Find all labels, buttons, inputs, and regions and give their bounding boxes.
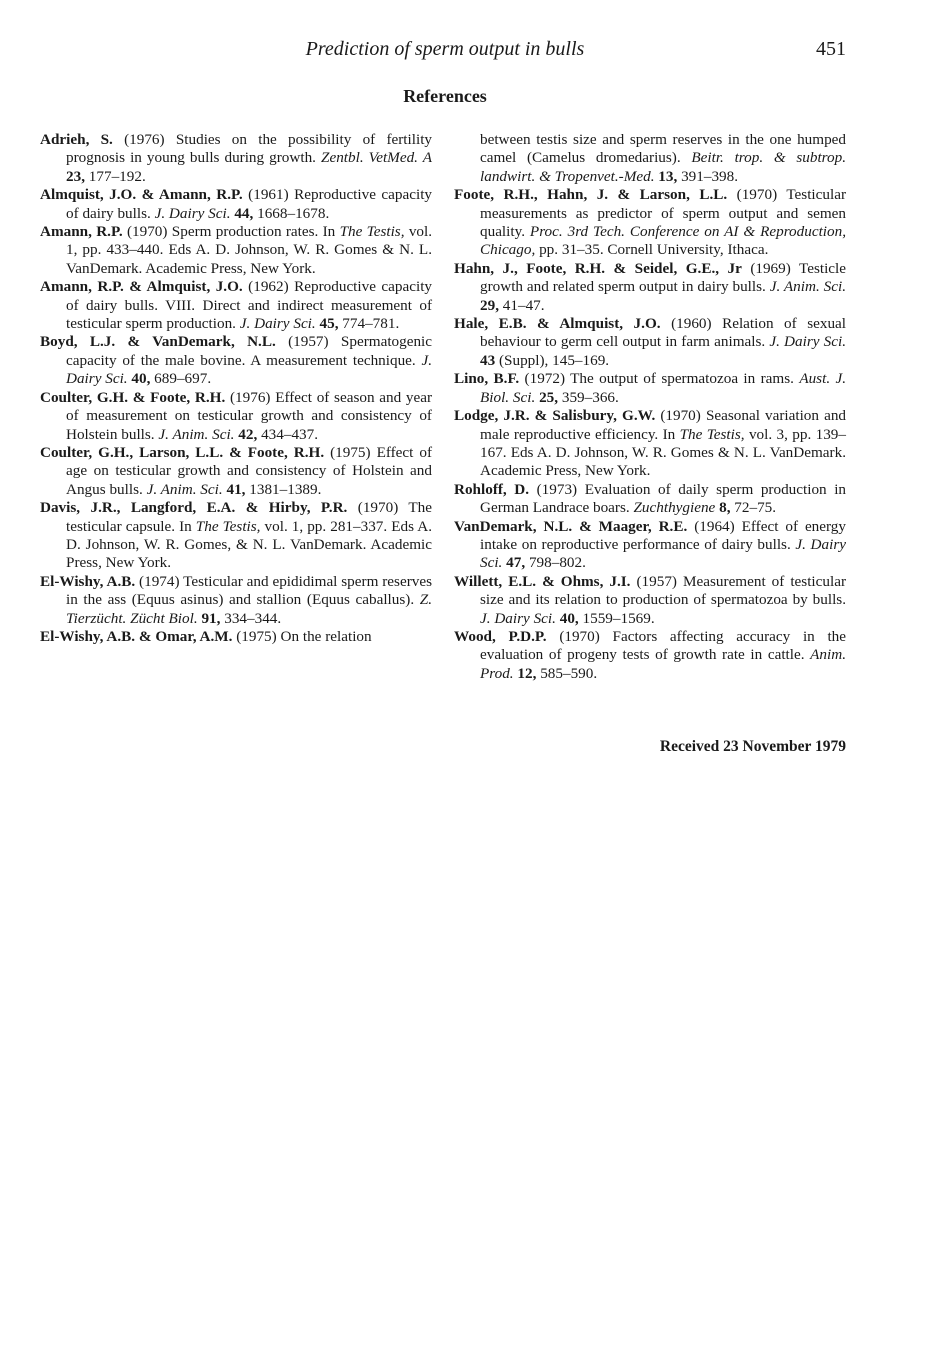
ref-authors: Boyd, L.J. & VanDemark, N.L. [40,333,276,351]
reference-entry [40,499,432,573]
reference-entry [454,628,846,683]
ref-journal: Zentbl. VetMed. A [321,149,432,167]
right-column [454,131,846,683]
reference-entry [40,628,432,646]
page-number: 451 [816,38,846,60]
ref-year: (1962) [248,278,289,296]
reference-entry [40,278,432,333]
ref-authors: Amann, R.P. [40,223,123,241]
ref-year: (1961) [248,186,289,204]
ref-volume: 13, [658,167,678,185]
reference-entry [40,223,432,278]
ref-year: (1957) [288,333,329,351]
ref-authors: Lodge, J.R. & Salisbury, G.W. [454,407,656,425]
ref-text: Seasonal variation and male reproductive efficiency. In [480,407,847,443]
ref-journal: Aust. J. Biol. Sci. [480,370,847,406]
ref-journal: The Testis, [339,223,405,241]
ref-journal: Proc. 3rd Tech. Conference on AI & Reproduction, Chicago, [480,223,846,259]
ref-pages: 798–802. [528,554,586,572]
reference-entry [40,131,432,186]
reference-entry [454,315,846,370]
reference-entry [40,389,432,444]
ref-text: On the relation [280,627,372,645]
ref-volume: 91, [201,609,221,627]
ref-authors: Hale, E.B. & Almquist, J.O. [454,315,661,333]
ref-text: between testis size and sperm reserves in the one humped camel (Camelus dromedarius). [480,131,846,167]
ref-pages: 391–398. [681,167,739,185]
ref-pages: 689–697. [154,370,212,388]
ref-pages: pp. 31–35. Cornell University, Ithaca. [539,241,769,259]
reference-continuation [454,131,846,186]
ref-volume: 8, [719,499,731,517]
ref-text: Reproductive capacity of dairy bulls. VIII. Direct and indirect measurement of testicular sperm production. [66,278,433,333]
ref-volume: 40, [131,370,151,388]
ref-year: (1975) [330,443,371,461]
ref-authors: Rohloff, D. [454,480,530,498]
ref-pages: 334–344. [224,609,282,627]
reference-entry [40,444,432,499]
ref-text: Testicular measurements as predictor of sperm output and semen quality. [480,186,847,241]
ref-volume: 47, [506,554,526,572]
received-date: Received 23 November 1979 [659,738,846,755]
reference-entry [454,573,846,628]
ref-journal: J. Dairy Sci. [66,351,432,388]
reference-entry [40,573,432,628]
ref-text: Testicular and epididimal sperm reserves in the ass (Equus asinus) and stallion (Equus caballus). [66,572,432,609]
left-column [40,131,432,646]
ref-authors: El-Wishy, A.B. & Omar, A.M. [40,627,233,645]
running-title: Prediction of sperm output in bulls [305,38,585,60]
ref-pages: 359–366. [561,388,619,406]
reference-entry [454,260,846,315]
ref-journal: J. Dairy Sci. [239,315,316,333]
reference-entry [454,186,846,260]
ref-pages: (Suppl), 145–169. [498,351,610,369]
ref-journal: J. Anim. Sci. [146,480,223,498]
ref-authors: Amann, R.P. & Almquist, J.O. [40,278,243,296]
section-heading: References [403,86,487,106]
ref-volume: 43 [480,351,496,369]
ref-journal: The Testis, [679,425,745,443]
ref-authors: Lino, B.F. [454,370,520,388]
ref-pages: 1381–1389. [249,480,322,498]
ref-text: Evaluation of daily sperm production in German Landrace boars. [480,480,847,517]
reference-entry [454,518,846,573]
ref-pages: 1559–1569. [582,609,655,627]
ref-text: Effect of energy intake on reproductive performance of dairy bulls. [480,517,846,553]
ref-year: (1976) [229,388,271,406]
ref-year: (1970) [126,223,168,241]
ref-year: (1972) [524,370,566,388]
ref-pages: 1668–1678. [257,204,330,222]
ref-year: (1960) [671,315,712,333]
ref-pages: 434–437. [261,425,319,443]
ref-volume: 23, [66,167,85,185]
ref-text: Spermatogenic capacity of the male bovine. A measurement technique. [66,333,433,369]
ref-text: The testicular capsule. In [66,499,433,535]
ref-year: (1970) [736,186,778,204]
ref-pages: 41–47. [502,296,545,314]
ref-pages: vol. 1, pp. 433–440. Eds A. D. Johnson, W. R. Gomes & N. L. VanDemark. Academic Press, New York. [66,223,433,277]
ref-journal: Anim. Prod. [480,646,847,682]
ref-pages: 774–781. [342,315,400,333]
reference-entry [40,186,432,223]
ref-journal: Zuchthygiene [633,499,716,517]
ref-text: Studies on the possibility of fertility prognosis in young bulls during growth. [66,131,433,167]
ref-year: (1973) [536,480,578,498]
reference-entry [40,333,432,388]
ref-volume: 29, [480,296,499,314]
ref-authors: El-Wishy, A.B. [40,572,136,590]
ref-authors: Almquist, J.O. & Amann, R.P. [40,186,243,204]
ref-authors: VanDemark, N.L. & Maager, R.E. [454,517,688,535]
ref-volume: 12, [517,664,537,682]
ref-authors: Willett, E.L. & Ohms, J.I. [454,572,631,590]
ref-text: Effect of season and year of measurement on testicular growth and consistency of Holstein bulls. [66,388,433,443]
ref-pages: 72–75. [734,499,777,517]
ref-volume: 44, [234,204,254,222]
ref-text: Reproductive capacity of dairy bulls. [66,186,433,222]
ref-volume: 41, [226,480,246,498]
ref-authors: Foote, R.H., Hahn, J. & Larson, L.L. [454,186,728,204]
ref-year: (1957) [636,572,677,590]
ref-year: (1970) [559,627,600,645]
ref-volume: 42, [238,425,258,443]
ref-journal: Z. Tierzücht. Zücht Biol. [66,591,432,627]
ref-pages: 585–590. [540,664,598,682]
ref-authors: Wood, P.D.P. [454,627,547,645]
ref-volume: 45, [319,315,339,333]
ref-year: (1975) [236,627,277,645]
ref-year: (1964) [694,517,735,535]
ref-year: (1969) [750,259,791,277]
ref-authors: Coulter, G.H. & Foote, R.H. [40,388,226,406]
ref-text: Testicle growth and related sperm output in dairy bulls. [480,259,847,296]
ref-volume: 25, [539,388,559,406]
ref-text: The output of spermatozoa in rams. [570,370,794,388]
ref-year: (1976) [124,131,165,148]
ref-pages: vol. 1, pp. 281–337. Eds A. D. Johnson, W. R. Gomes, & N. L. VanDemark. Academic Press, New York. [66,517,432,572]
reference-entry [454,481,846,518]
ref-journal: J. Anim. Sci. [158,425,235,443]
ref-year: (1970) [660,407,701,425]
ref-volume: 40, [559,609,579,627]
ref-authors: Hahn, J., Foote, R.H. & Seidel, G.E., Jr [454,259,742,277]
reference-entry [454,407,846,481]
ref-text: Factors affecting accuracy in the evaluation of progeny tests of growth rate in cattle. [480,627,847,664]
ref-journal: J. Dairy Sci. [769,333,846,351]
ref-authors: Coulter, G.H., Larson, L.L. & Foote, R.H. [40,443,325,461]
ref-journal: Beitr. trop. & subtrop. landwirt. & Tropenvet.-Med. [480,149,846,185]
ref-authors: Adrieh, S. [40,131,113,148]
ref-journal: J. Dairy Sci. [480,609,556,627]
ref-pages: 177–192. [88,167,146,185]
ref-journal: J. Dairy Sci. [154,204,231,222]
ref-text: Relation of sexual behaviour to germ cell output in farm animals. [480,315,847,351]
ref-pages: vol. 3, pp. 139–167. Eds A. D. Johnson, W. R. Gomes & N. L. VanDemark. Academic Press, New York. [480,425,846,480]
ref-text: Sperm production rates. In [171,223,336,241]
ref-authors: Davis, J.R., Langford, E.A. & Hirby, P.R. [40,499,348,517]
ref-journal: The Testis, [195,517,261,535]
ref-text: Effect of age on testicular growth and consistency of Holstein and Angus bulls. [66,443,432,498]
ref-year: (1970) [357,499,399,517]
ref-journal: J. Anim. Sci. [769,278,846,296]
reference-entry [454,370,846,407]
ref-journal: J. Dairy Sci. [480,535,846,572]
ref-year: (1974) [139,572,180,590]
ref-text: Measurement of testicular size and its relation to production of spermatozoa by bulls. [480,572,847,609]
